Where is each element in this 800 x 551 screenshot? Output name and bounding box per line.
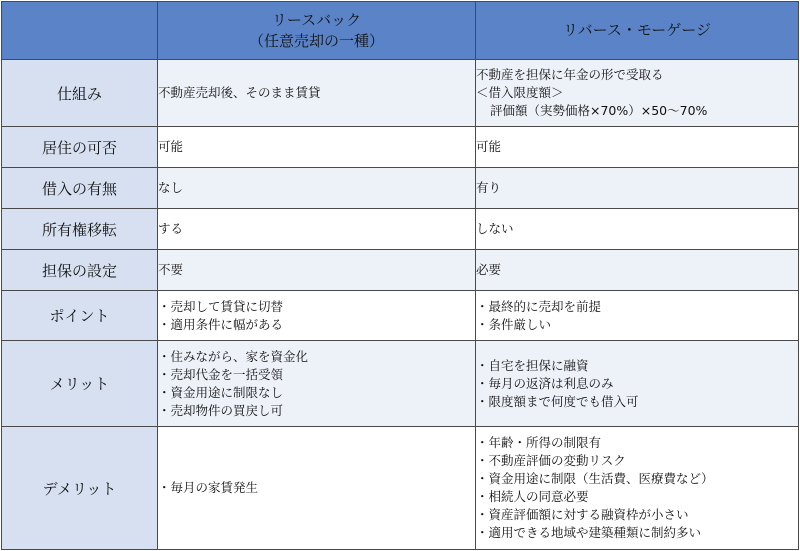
header-leaseback [158, 2, 476, 60]
row-points [2, 291, 799, 341]
leaseback-line: ・毎月の家賃発生 [158, 480, 259, 495]
reverse-cell [476, 127, 799, 168]
leaseback-line: 可能 [158, 139, 184, 154]
comparison-table [1, 1, 799, 550]
leaseback-line: ・適用条件に幅がある [158, 316, 284, 332]
reverse-line: 評価額（実勢価格×70%）×50～70% [490, 103, 708, 118]
row-collateral [2, 250, 799, 291]
reverse-line: 不動産を担保に年金の形で受取る [476, 67, 664, 82]
reverse-cell [476, 250, 799, 291]
reverse-line: ・不動産評価の変動リスク [476, 453, 626, 468]
leaseback-line: 不要 [158, 262, 184, 277]
leaseback-line: ・売却して賃貸に切替 [158, 298, 284, 314]
row-label: 居住の可否 [2, 127, 158, 168]
leaseback-line: ・資金用途に制限なし [158, 384, 284, 400]
leaseback-line: ・売却代金を一括受領 [158, 366, 284, 382]
header-row [2, 2, 799, 60]
header-reverse-mortgage: リバース・モーゲージ [476, 2, 799, 60]
leaseback-line: 不動産売却後、そのまま賃貸 [158, 85, 321, 100]
reverse-line: ・相続人の同意必要 [476, 489, 589, 504]
reverse-line: ・年齢・所得の制限有 [476, 435, 602, 450]
reverse-line: ・最終的に売却を前提 [476, 298, 602, 314]
leaseback-line: ・住みながら、家を資金化 [158, 348, 309, 364]
row-label: ポイント [2, 291, 158, 341]
leaseback-cell [158, 250, 476, 291]
row-label: デメリット [2, 427, 158, 550]
reverse-cell [476, 168, 799, 209]
leaseback-cell [158, 427, 476, 550]
reverse-line: ・毎月の返済は利息のみ [476, 375, 614, 391]
reverse-cell [476, 209, 799, 250]
leaseback-cell [158, 291, 476, 341]
row-label: 借入の有無 [2, 168, 158, 209]
leaseback-line: ・売却物件の買戻し可 [158, 402, 284, 418]
row-label: 所有権移転 [2, 209, 158, 250]
header-leaseback-title: リースバック [271, 10, 362, 29]
reverse-line: ・適用できる地域や建築種類に制約多い [476, 525, 702, 540]
reverse-line: ・自宅を担保に融資 [476, 357, 589, 373]
row-label: メリット [2, 341, 158, 427]
header-corner-cell [2, 2, 158, 60]
row-demerits [2, 427, 799, 550]
reverse-line: ・資金用途に制限（生活費、医療費など） [476, 471, 714, 486]
row-mechanism [2, 60, 799, 127]
row-borrowing [2, 168, 799, 209]
leaseback-cell [158, 168, 476, 209]
reverse-line: 必要 [476, 262, 502, 277]
leaseback-line: なし [158, 180, 184, 195]
row-residence [2, 127, 799, 168]
leaseback-cell [158, 209, 476, 250]
leaseback-cell [158, 341, 476, 427]
leaseback-line: する [158, 221, 184, 236]
reverse-line: ・限度額まで何度でも借入可 [476, 393, 639, 409]
reverse-line: ・条件厳しい [476, 316, 552, 332]
reverse-line: しない [476, 221, 514, 236]
leaseback-cell [158, 127, 476, 168]
reverse-cell [476, 427, 799, 550]
header-leaseback-subtitle: （任意売却の一種） [248, 31, 384, 50]
row-ownership-transfer [2, 209, 799, 250]
reverse-line: ＜借入限度額＞ [476, 85, 564, 100]
reverse-cell [476, 291, 799, 341]
reverse-cell [476, 60, 799, 127]
reverse-line: ・資産評価額に対する融資枠が小さい [476, 507, 689, 522]
reverse-cell [476, 341, 799, 427]
leaseback-cell [158, 60, 476, 127]
reverse-line: 有り [476, 180, 502, 195]
reverse-line: 可能 [476, 139, 502, 154]
row-label: 担保の設定 [2, 250, 158, 291]
row-label: 仕組み [2, 60, 158, 127]
row-merits [2, 341, 799, 427]
